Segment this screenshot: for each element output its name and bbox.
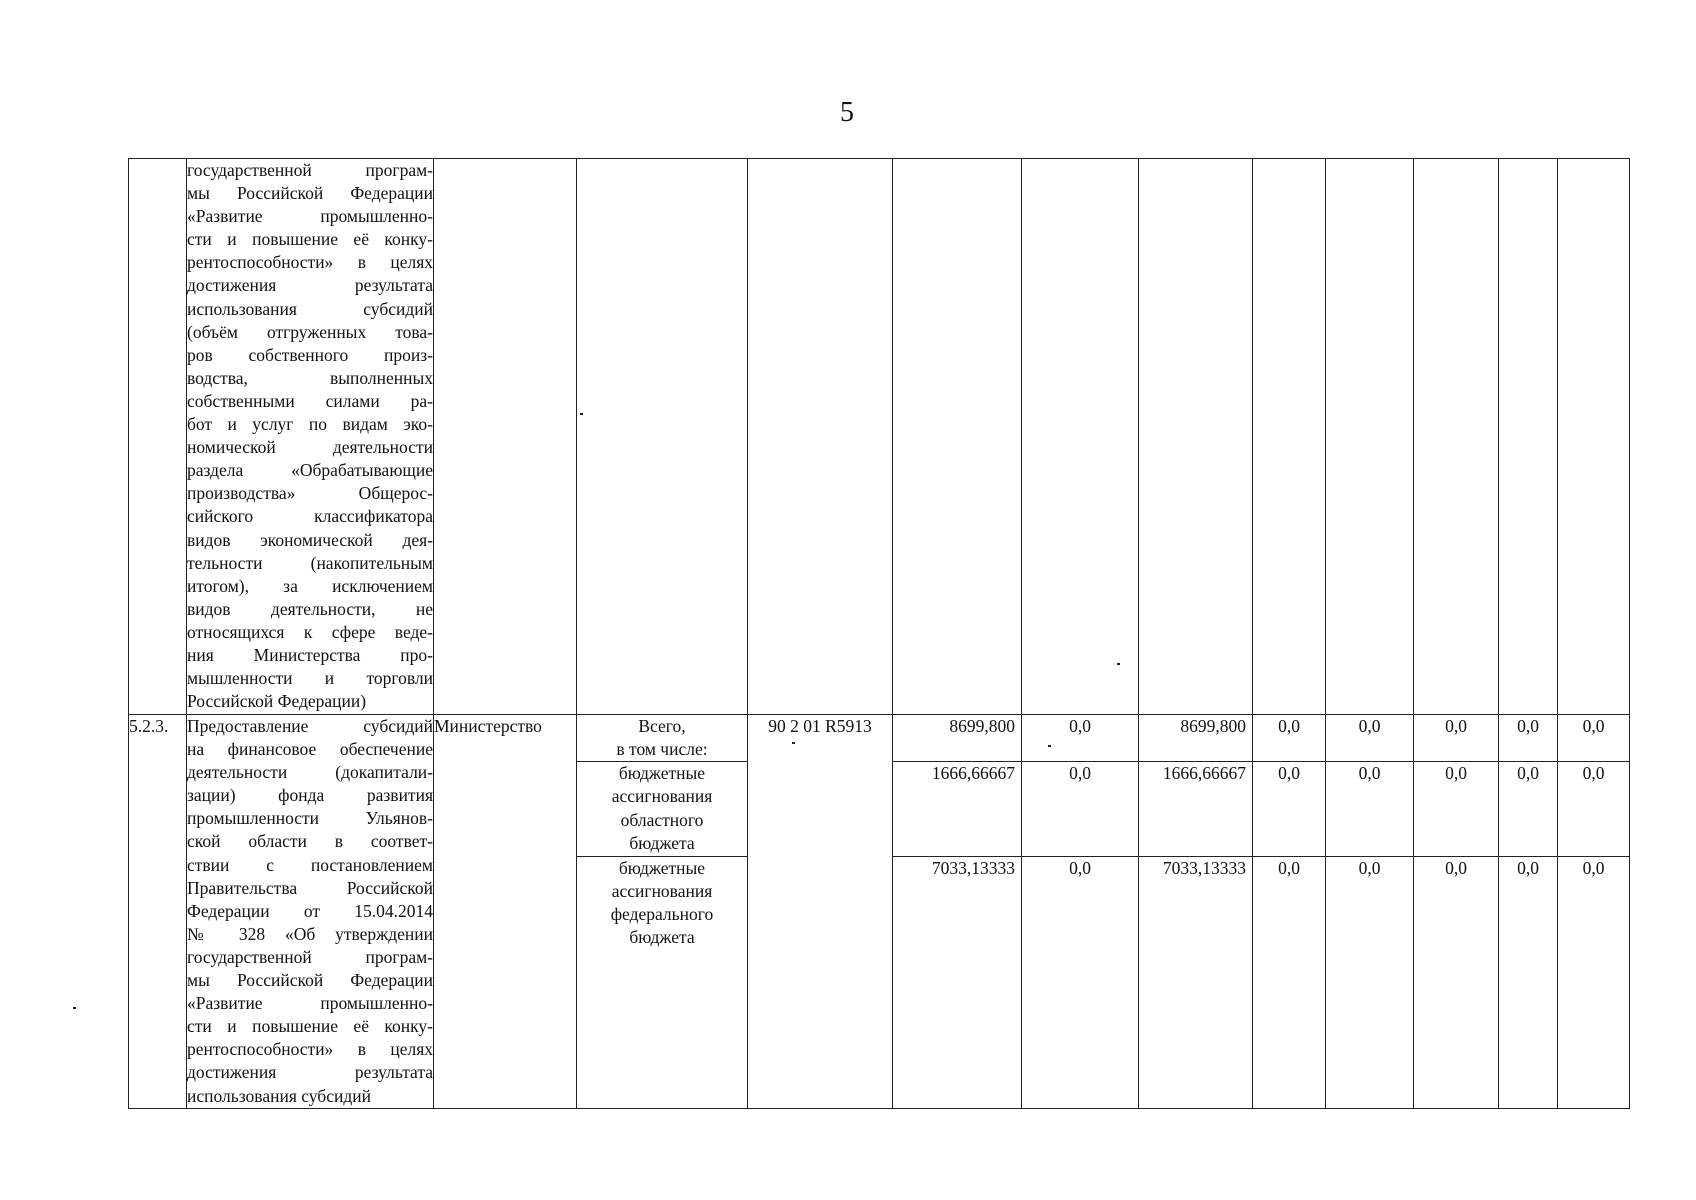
scan-dot <box>792 742 795 744</box>
continuation-description <box>187 159 434 715</box>
continuation-line: рентоспособности» в целях <box>187 252 433 273</box>
empty-cell <box>1022 159 1139 715</box>
value-cell: 0,0 <box>1253 762 1326 856</box>
empty-cell <box>1414 159 1499 715</box>
value-cell: 0,0 <box>1558 762 1630 856</box>
source-federal-label <box>577 856 748 1108</box>
empty-cell <box>434 159 577 715</box>
source-label-line: бюджета <box>629 832 695 853</box>
value-cell: 1666,66667 <box>1139 762 1253 856</box>
continuation-line: сийского классификатора <box>187 506 433 527</box>
continuation-line: ров собственного произ- <box>187 344 433 365</box>
value-cell: 0,0 <box>1253 856 1326 1108</box>
row-code: 90 2 01 R5913 <box>748 715 893 1109</box>
empty-cell <box>577 159 748 715</box>
value-cell: 7033,13333 <box>893 856 1022 1108</box>
continuation-line: относящихся к сфере веде- <box>187 621 433 642</box>
empty-cell <box>1326 159 1414 715</box>
continuation-line: мышленности и торговли <box>187 668 433 689</box>
value-cell: 0,0 <box>1326 762 1414 856</box>
source-label-line: федерального <box>610 903 714 924</box>
value-cell: 8699,800 <box>893 715 1022 762</box>
empty-cell <box>748 159 893 715</box>
row-number: 5.2.3. <box>129 715 187 1109</box>
scan-dot <box>1048 745 1051 747</box>
description-line: зации) фонда развития <box>187 785 433 806</box>
value-cell: 0,0 <box>1022 715 1139 762</box>
source-label-line: ассигнования <box>611 880 713 901</box>
continuation-num-cell <box>129 159 187 715</box>
continuation-line: мы Российской Федерации <box>187 183 433 204</box>
row-total <box>129 715 1630 762</box>
continuation-line: государственной програм- <box>187 160 433 180</box>
description-line: сти и повышение её конку- <box>187 1016 433 1037</box>
description-line: № 328 «Об утверждении <box>187 923 433 944</box>
value-cell: 0,0 <box>1326 856 1414 1108</box>
description-line: рентоспособности» в целях <box>187 1039 433 1060</box>
description-line: ской области в соответ- <box>187 831 433 852</box>
description-line: Федерации от 15.04.2014 <box>187 900 433 921</box>
continuation-line: водства, выполненных <box>187 367 433 388</box>
source-label-line: ассигнования <box>611 786 713 807</box>
description-line: «Развитие промышленно- <box>187 993 433 1014</box>
value-cell: 1666,66667 <box>893 762 1022 856</box>
source-total-label <box>577 715 748 762</box>
row-description <box>187 715 434 1109</box>
scan-dot <box>73 1007 76 1009</box>
empty-cell <box>1253 159 1326 715</box>
value-cell: 0,0 <box>1414 762 1499 856</box>
source-label-line: Всего, <box>638 716 686 736</box>
value-cell: 0,0 <box>1558 856 1630 1108</box>
value-cell: 0,0 <box>1022 856 1139 1108</box>
empty-cell <box>893 159 1022 715</box>
description-line: государственной програм- <box>187 946 433 967</box>
source-label-line: областного <box>620 809 704 830</box>
value-cell: 8699,800 <box>1139 715 1253 762</box>
continuation-line: раздела «Обрабатывающие <box>187 460 433 481</box>
continuation-line: использования субсидий <box>187 298 433 319</box>
continuation-line: сти и повышение её конку- <box>187 229 433 250</box>
value-cell: 0,0 <box>1326 715 1414 762</box>
continuation-line: производства» Общерос- <box>187 483 433 504</box>
page-number: 5 <box>840 97 854 128</box>
value-cell: 7033,13333 <box>1139 856 1253 1108</box>
continuation-line: видов экономической дея- <box>187 529 433 550</box>
source-label-line: бюджетные <box>618 763 706 784</box>
description-line: использования субсидий <box>187 1085 371 1106</box>
scan-dot <box>1117 663 1120 665</box>
description-line: достижения результата <box>187 1062 433 1083</box>
source-label-line: бюджета <box>629 926 695 947</box>
scan-dot <box>580 413 583 415</box>
empty-cell <box>1558 159 1630 715</box>
continuation-line: видов деятельности, не <box>187 598 433 619</box>
source-label-line: бюджетные <box>618 857 706 878</box>
description-line: деятельности (докапитали- <box>187 762 433 783</box>
continuation-line: бот и услуг по видам эко- <box>187 414 433 435</box>
description-line: промышленности Ульянов- <box>187 808 433 829</box>
continuation-line: номической деятельности <box>187 437 433 458</box>
description-line: Правительства Российской <box>187 877 433 898</box>
continuation-row <box>129 159 1630 715</box>
source-regional-label <box>577 762 748 856</box>
value-cell: 0,0 <box>1022 762 1139 856</box>
continuation-line: Российской Федерации) <box>187 691 367 712</box>
description-line: мы Российской Федерации <box>187 970 433 991</box>
value-cell: 0,0 <box>1499 856 1558 1108</box>
value-cell: 0,0 <box>1414 715 1499 762</box>
continuation-line: итогом), за исключением <box>187 575 433 596</box>
empty-cell <box>1139 159 1253 715</box>
continuation-line: собственными силами ра- <box>187 390 433 411</box>
value-cell: 0,0 <box>1253 715 1326 762</box>
description-line: на финансовое обеспечение <box>187 739 433 760</box>
continuation-line: «Развитие промышленно- <box>187 206 433 227</box>
value-cell: 0,0 <box>1499 715 1558 762</box>
empty-cell <box>1499 159 1558 715</box>
budget-table <box>128 158 1630 1109</box>
value-cell: 0,0 <box>1499 762 1558 856</box>
continuation-line: ния Министерства про- <box>187 644 433 665</box>
source-label-line: в том числе: <box>616 739 708 760</box>
description-line: Предоставление субсидий <box>187 716 433 736</box>
row-executor: Министерство <box>434 715 577 1109</box>
description-line: ствии с постановлением <box>187 854 433 875</box>
value-cell: 0,0 <box>1558 715 1630 762</box>
continuation-line: достижения результата <box>187 275 433 296</box>
continuation-line: (объём отгруженных това- <box>187 321 433 342</box>
continuation-line: тельности (накопительным <box>187 552 433 573</box>
value-cell: 0,0 <box>1414 856 1499 1108</box>
